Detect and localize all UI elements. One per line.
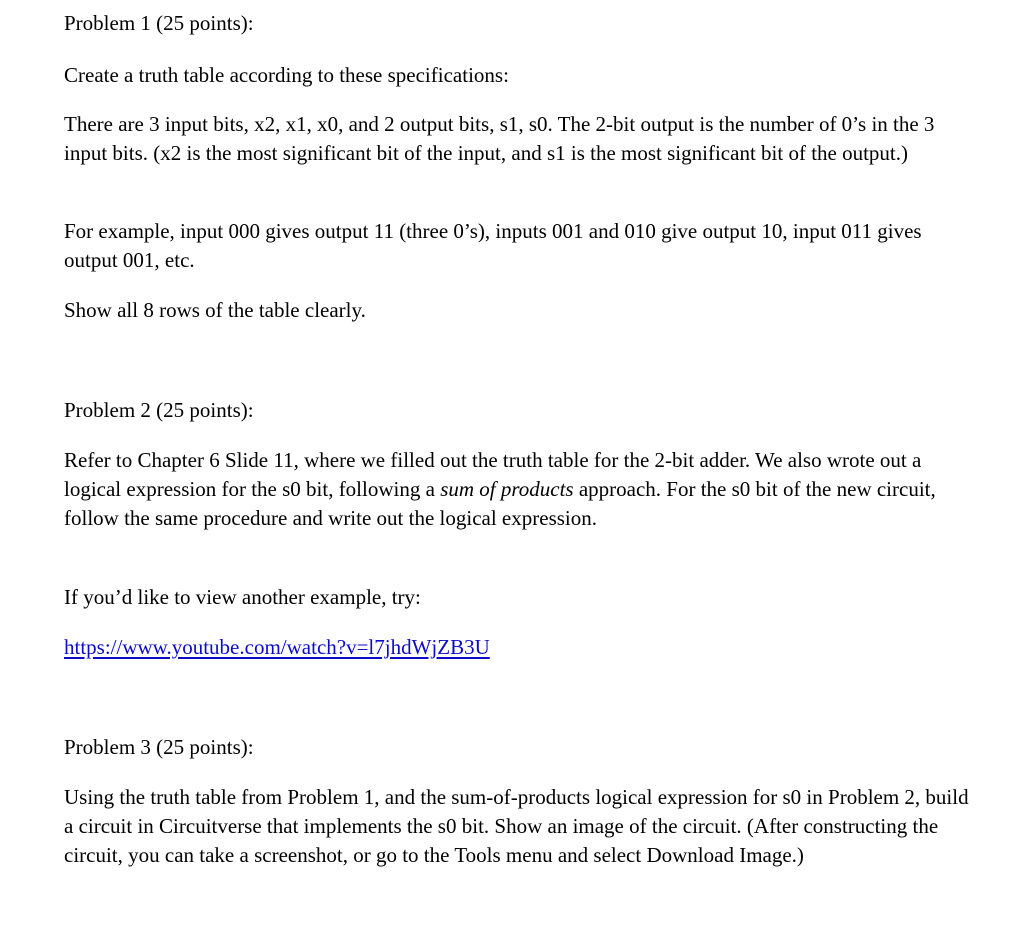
problem-2-example-prompt: If you’d like to view another example, try: — [64, 585, 421, 609]
problem-1-title: Problem 1 (25 points): — [64, 11, 254, 35]
problem-3-title: Problem 3 (25 points): — [64, 735, 254, 759]
problem-2-body-start: Refer to Chapter 6 Slide 11, where we filled out the truth table for the 2-bit adder. We also wrote out a logical expression for the s0 bit, following a — [64, 448, 922, 501]
problem-3-body: Using the truth table from Problem 1, and the sum-of-products logical expression for s0 in Problem 2, build a circuit in Circuitverse that implements the s0 bit. Show an image of the circuit. (After constructing the circuit, you can take a screenshot, or go to the Tools menu and select Download Image.) — [64, 785, 969, 867]
youtube-link[interactable]: https://www.youtube.com/watch?v=l7jhdWjZB3U — [64, 635, 490, 659]
problem-2-body — [64, 446, 954, 533]
problem-1-intro: Create a truth table according to these specifications: — [64, 63, 509, 87]
problem-2-emphasis: sum of products — [440, 477, 574, 501]
problem-2-body-end: approach. For the s0 bit of the new circuit, follow the same procedure and write out the logical expression. — [64, 477, 936, 530]
problem-2-link-line — [64, 633, 984, 662]
problem-1-instruction: Show all 8 rows of the table clearly. — [64, 298, 366, 322]
problem-1-example: For example, input 000 gives output 11 (three 0’s), inputs 001 and 010 give output 10, input 011 gives output 001, etc. — [64, 219, 922, 272]
problem-1-spec: There are 3 input bits, x2, x1, x0, and 2 output bits, s1, s0. The 2-bit output is the number of 0’s in the 3 input bits. (x2 is the most significant bit of the input, and s1 is the most significant bit of the output.) — [64, 112, 935, 165]
problem-2-title: Problem 2 (25 points): — [64, 398, 254, 422]
